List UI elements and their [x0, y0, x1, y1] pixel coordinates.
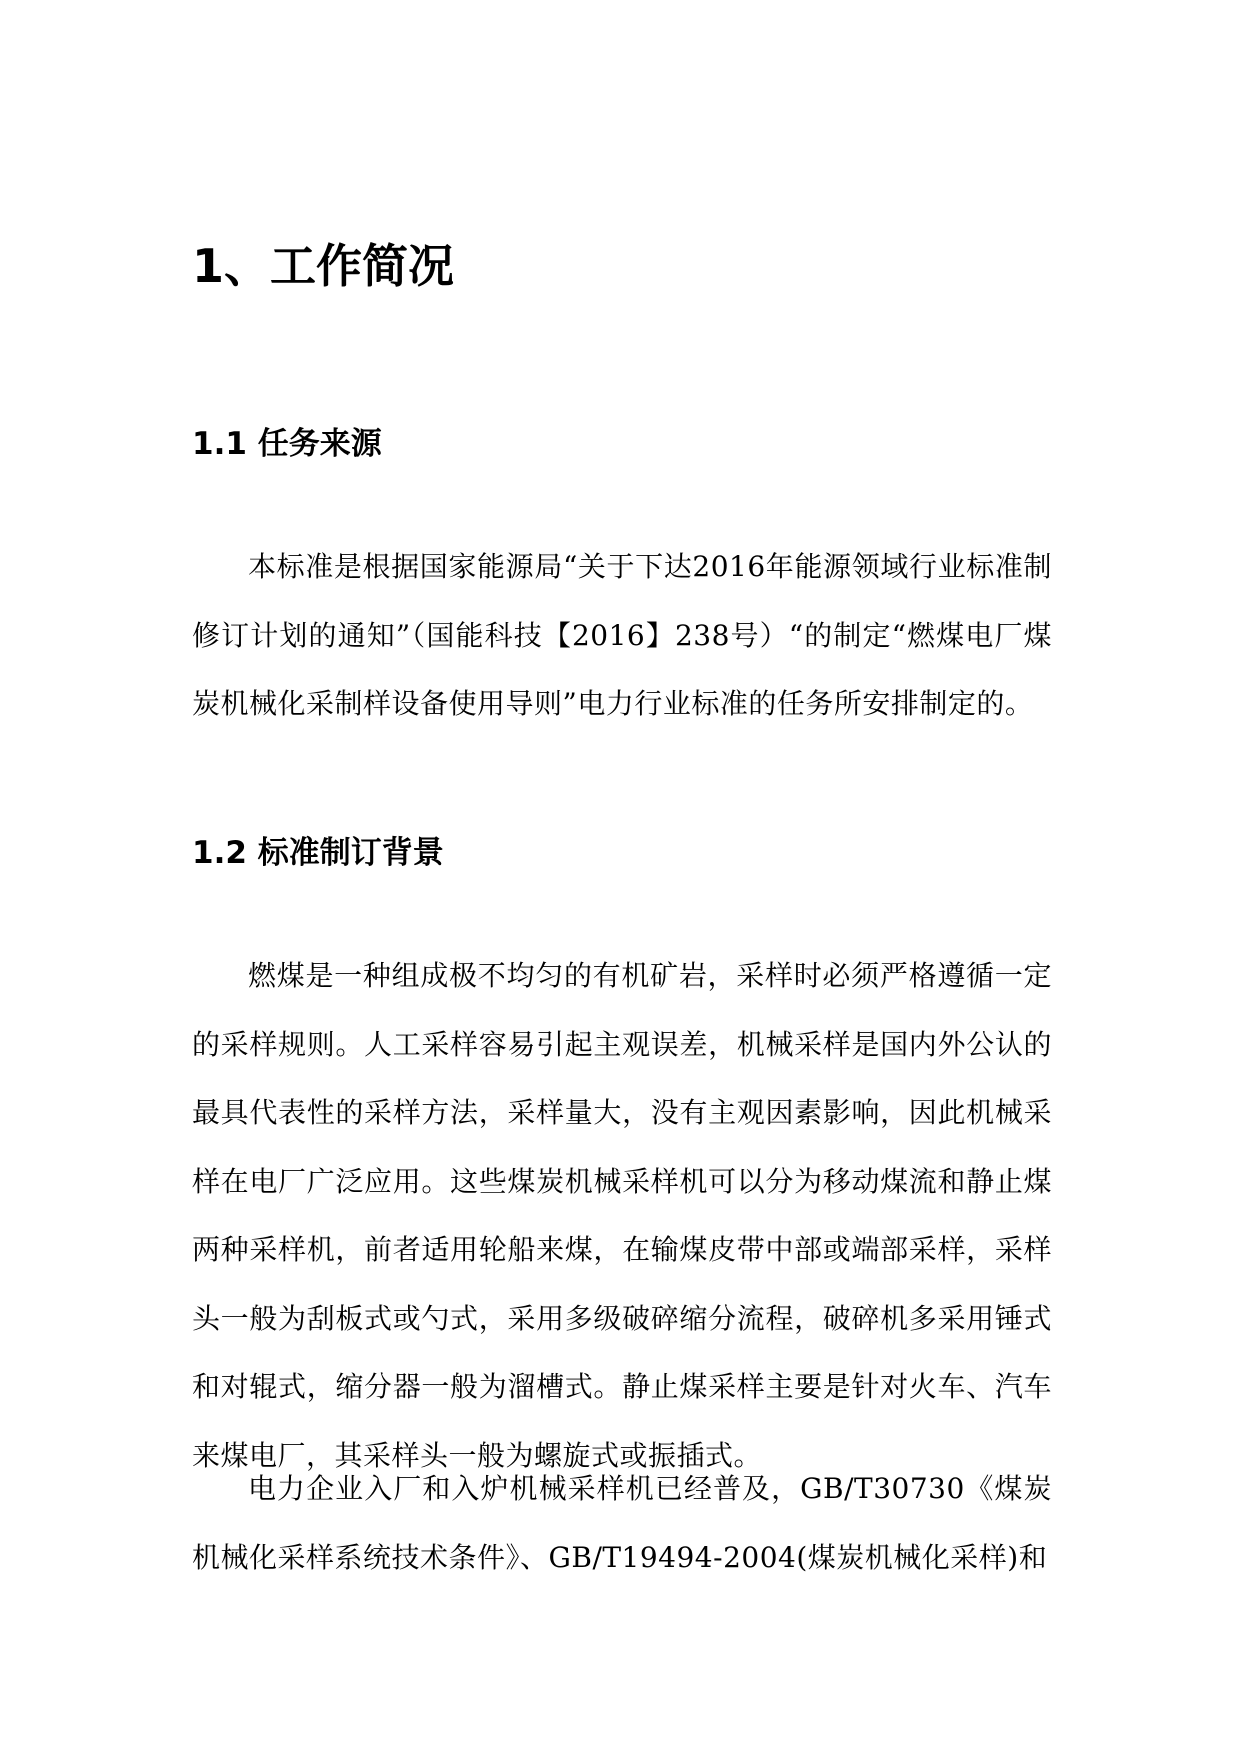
section-heading: 1、工作简况 [192, 239, 455, 293]
paragraph-background-2: 电力企业入厂和入炉机械采样机已经普及，GB/T30730《煤炭机械化采样系统技术条件》、GB/T19494-2004(煤炭机械化采样)和 [192, 1472, 1052, 1574]
paragraph-background-1: 燃煤是一种组成极不均匀的有机矿岩，采样时必须严格遵循一定的采样规则。人工采样容易引起主观误差，机械采样是国内外公认的最具代表性的采样方法，采样量大，没有主观因素影响，因此机械采样在电厂广泛应用。这些煤炭机械采样机可以分为移动煤流和静止煤两种采样机，前者适用轮船来煤，在输煤皮带中部或端部采样，采样头一般为刮板式或勺式，采用多级破碎缩分流程，破碎机多采用锤式和对辊式，缩分器一般为溜槽式。静止煤采样主要是针对火车、汽车来煤电厂，其采样头一般为螺旋式或振插式。 [192, 959, 1052, 1472]
subsection-heading-task-source: 1.1 任务来源 [192, 426, 382, 462]
subsection-heading-background: 1.2 标准制订背景 [192, 835, 444, 871]
paragraph-task-source: 本标准是根据国家能源局“关于下达2016年能源领域行业标准制修订计划的通知”（国能科技【2016】238号）“的制定“燃煤电厂煤炭机械化采制样设备使用导则”电力行业标准的任务所安排制定的。 [192, 550, 1052, 720]
